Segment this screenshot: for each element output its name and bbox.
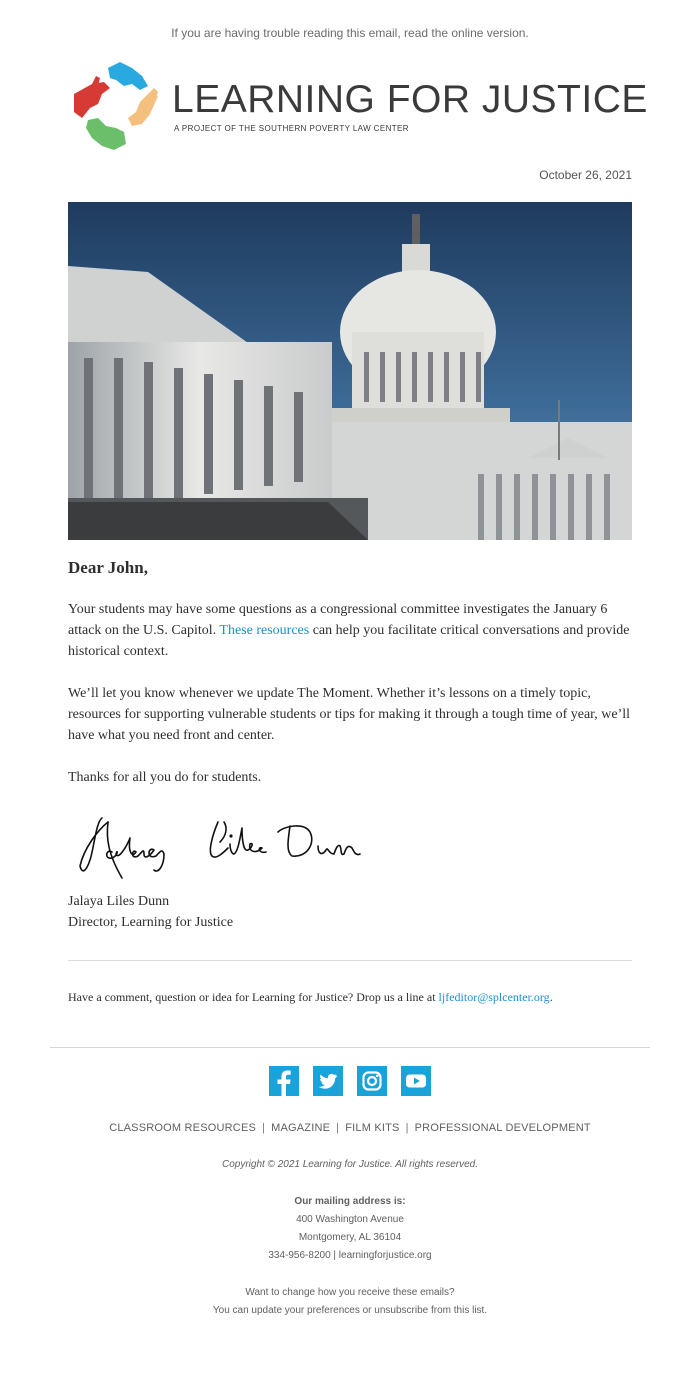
social-links bbox=[0, 1066, 700, 1096]
nav-separator: | bbox=[405, 1122, 409, 1134]
signature-icon bbox=[78, 808, 368, 888]
youtube-icon[interactable] bbox=[401, 1066, 431, 1096]
update-preferences-link[interactable]: You can update your preferences or unsubscribe from this list. bbox=[212, 1305, 488, 1316]
thanks-paragraph: Thanks for all you do for students. bbox=[68, 770, 262, 785]
nav-classroom-resources[interactable]: CLASSROOM RESOURCES bbox=[109, 1122, 257, 1134]
address-city: Montgomery, AL 36104 bbox=[298, 1232, 402, 1243]
intro-paragraph bbox=[68, 599, 634, 662]
copyright: Copyright © 2021 Learning for Justice. All rights reserved. bbox=[221, 1159, 478, 1170]
signer-block bbox=[68, 891, 233, 933]
hands-logo-icon bbox=[70, 60, 162, 154]
address-street: 400 Washington Avenue bbox=[296, 1214, 404, 1225]
facebook-icon[interactable] bbox=[269, 1066, 299, 1096]
intro-text: Your students may have some questions as a congressional committee investigates the January 6 attack on the U.S. Capitol. bbox=[68, 602, 608, 638]
nav-magazine[interactable]: MAGAZINE bbox=[271, 1122, 331, 1134]
nav-separator: | bbox=[262, 1122, 266, 1134]
brand-title: LEARNING FOR JUSTICE bbox=[172, 78, 648, 121]
update-paragraph: We’ll let you know whenever we update The Moment. Whether it’s lessons on a timely topic, resources for supporting vulnerable students or tips for making it through a tough time of year, we’ll have what you need front and center. bbox=[68, 686, 631, 743]
nav-separator: | bbox=[336, 1122, 340, 1134]
footer-nav bbox=[0, 1122, 700, 1134]
handwritten-signature bbox=[78, 808, 368, 888]
footer-divider bbox=[50, 1047, 650, 1048]
brand-logo[interactable] bbox=[70, 60, 648, 154]
contact-end: . bbox=[549, 990, 553, 1004]
editor-email-link[interactable]: ljfeditor@splcenter.org bbox=[438, 990, 550, 1004]
intro-text-end: can help you facilitate critical conversations and provide historical context. bbox=[68, 623, 630, 659]
signer-name: Jalaya Liles Dunn bbox=[68, 894, 170, 909]
capitol-hero-image[interactable] bbox=[68, 202, 632, 540]
brand-subtitle: A PROJECT OF THE SOUTHERN POVERTY LAW CENTER bbox=[174, 124, 409, 133]
mailing-address bbox=[0, 1193, 700, 1265]
these-resources-link[interactable]: These resources bbox=[219, 623, 310, 638]
us-capitol-illustration bbox=[68, 202, 632, 540]
preferences-block bbox=[0, 1284, 700, 1320]
contact-line bbox=[68, 990, 553, 1005]
twitter-icon[interactable] bbox=[313, 1066, 343, 1096]
greeting: Dear John, bbox=[68, 558, 148, 577]
address-heading: Our mailing address is: bbox=[294, 1196, 406, 1207]
divider bbox=[68, 960, 632, 961]
contact-text: Have a comment, question or idea for Learning for Justice? Drop us a line at bbox=[68, 990, 436, 1004]
signer-title: Director, Learning for Justice bbox=[68, 915, 234, 930]
nav-film-kits[interactable]: FILM KITS bbox=[345, 1122, 400, 1134]
email-date: October 26, 2021 bbox=[539, 168, 632, 182]
nav-professional-development[interactable]: PROFESSIONAL DEVELOPMENT bbox=[414, 1122, 591, 1134]
preheader-text[interactable]: If you are having trouble reading this email, read the online version. bbox=[171, 26, 529, 40]
prefs-question: Want to change how you receive these emails? bbox=[245, 1287, 455, 1298]
instagram-icon[interactable] bbox=[357, 1066, 387, 1096]
phone-and-site[interactable]: 334-956-8200 | learningforjustice.org bbox=[268, 1250, 432, 1261]
